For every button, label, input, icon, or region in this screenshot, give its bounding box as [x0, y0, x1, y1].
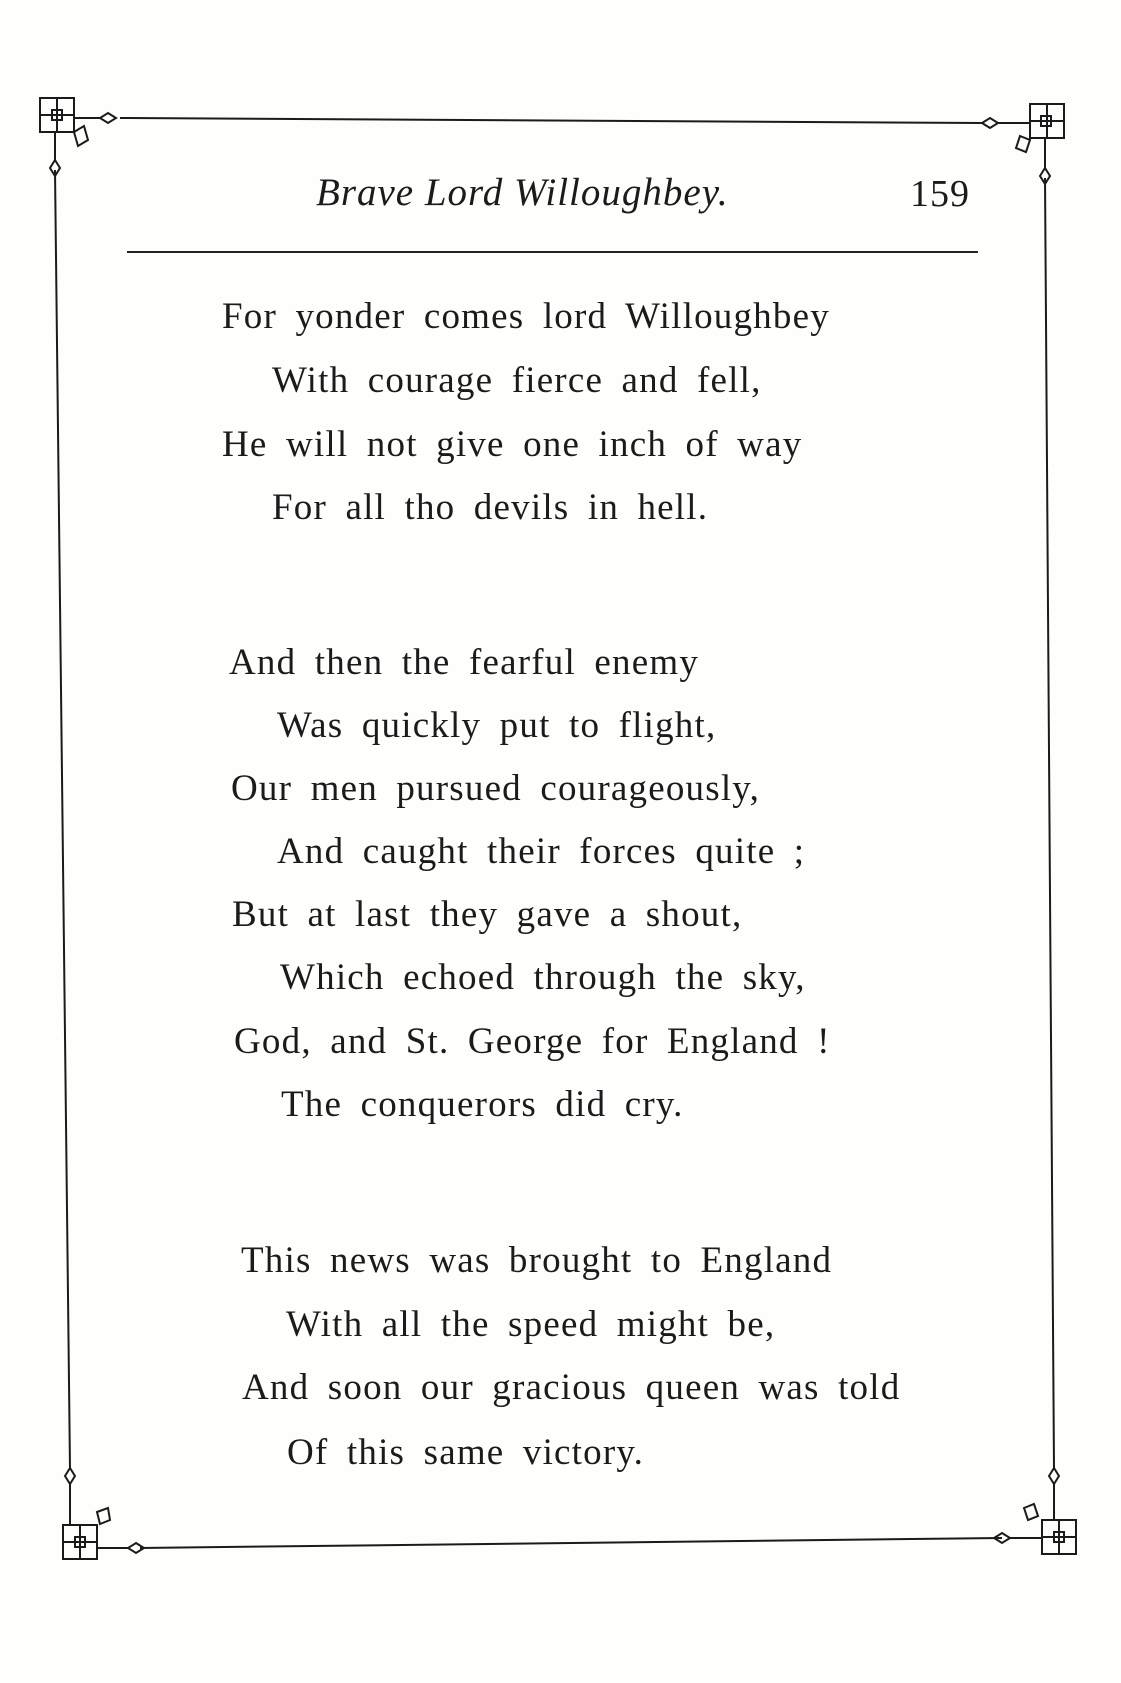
poem-line: For yonder comes lord Willoughbey — [222, 296, 830, 337]
header-rule — [127, 251, 978, 253]
poem-line: Our men pursued courageously, — [231, 768, 761, 809]
poem-line: But at last they gave a shout, — [232, 894, 743, 935]
poem-line: He will not give one inch of way — [222, 424, 803, 465]
poem-line: With all the speed might be, — [286, 1304, 776, 1345]
page-number: 159 — [910, 173, 970, 215]
poem-line: God, and St. George for England ! — [234, 1021, 831, 1062]
poem-line: And caught their forces quite ; — [277, 831, 806, 872]
poem-line: This news was brought to England — [241, 1240, 833, 1281]
poem-line: With courage fierce and fell, — [272, 360, 762, 401]
corner-ornament-bottom-left — [63, 1468, 144, 1559]
corner-ornament-top-left — [40, 98, 116, 176]
running-head — [0, 170, 1121, 220]
running-title: Brave Lord Willoughbey. — [316, 171, 729, 214]
poem-line: Of this same victory. — [287, 1432, 645, 1473]
poem-line: Was quickly put to flight, — [277, 705, 717, 746]
corner-ornament-bottom-right — [994, 1468, 1076, 1554]
poem-line: And soon our gracious queen was told — [242, 1367, 901, 1408]
poem-line: The conquerors did cry. — [281, 1084, 684, 1125]
poem-line: For all tho devils in hell. — [272, 487, 709, 528]
poem-line: Which echoed through the sky, — [280, 957, 806, 998]
poem-line: And then the fearful enemy — [229, 642, 700, 683]
